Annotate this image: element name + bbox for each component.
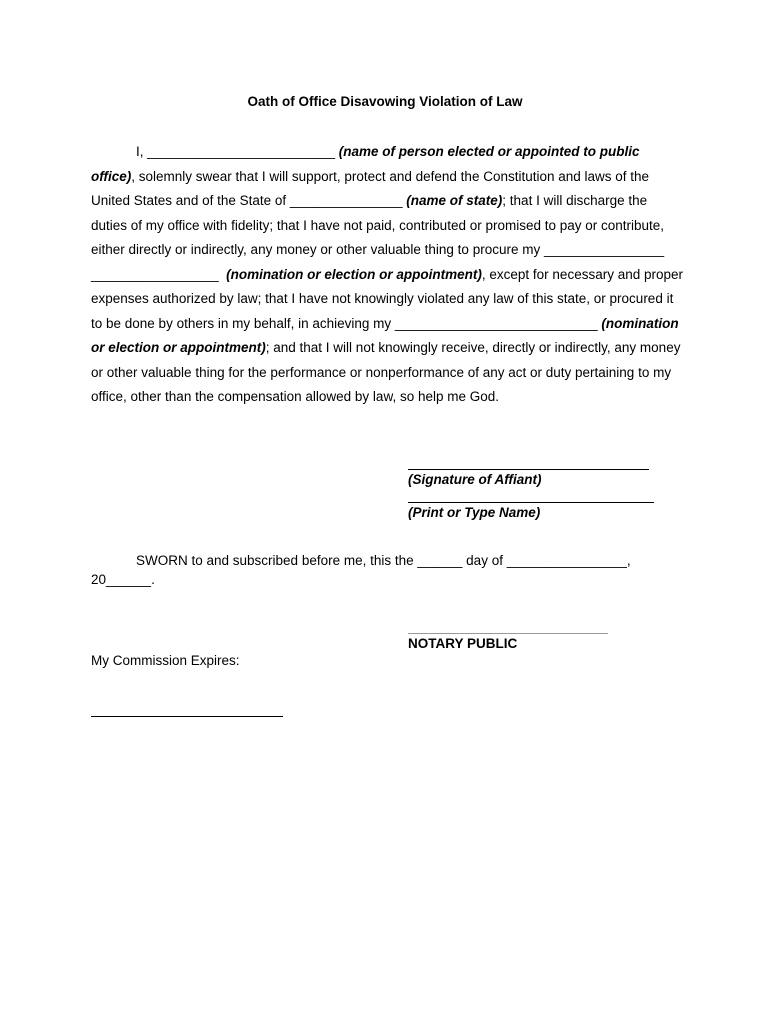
print-name-line xyxy=(408,502,654,503)
oath-text-3: ; that I will discharge the duties of my office with fidelity; that I have not paid, contributed or promised to pay or contribute, either directly or indirectly, any money or other valuable thing to procure my ________________ _________________ xyxy=(91,193,668,282)
commission-label: My Commission Expires: xyxy=(91,653,240,668)
oath-text-1: I, _________________________ xyxy=(136,144,339,159)
sworn-text: SWORN to and subscribed before me, this the ______ day of ________________, 20______. xyxy=(91,553,635,587)
signature-label: (Signature of Affiant) xyxy=(408,472,542,487)
document-title: Oath of Office Disavowing Violation of Law xyxy=(247,94,523,109)
signature-line xyxy=(408,469,649,470)
oath-paragraph xyxy=(91,140,687,410)
oath-text-4: , except for necessary and proper expenses authorized by law; that I have not knowingly violated any law of this state, or procured it to be done by others in my behalf, in achieving my ___________________________ xyxy=(91,266,687,331)
notary-signature-line xyxy=(408,633,608,634)
nomination-hint-1: (nomination or election or appointment) xyxy=(226,266,482,282)
oath-body xyxy=(91,140,687,410)
state-name-hint: (name of state) xyxy=(406,193,503,208)
oath-text-2: , solemnly swear that I will support, protect and defend the Constitution and laws of the United States and of the State of _______________ xyxy=(91,168,653,208)
nomination-hint-2: (nomination or election or appointment) xyxy=(91,315,683,355)
print-name-label: (Print or Type Name) xyxy=(408,505,541,520)
oath-text-5: ; and that I will not knowingly receive, directly or indirectly, any money or other valuable thing for the performance or nonperformance of any act or duty pertaining to my office, other than the compensation allowed by law, so help me God. xyxy=(91,340,685,404)
commission-date-line xyxy=(91,716,283,717)
sworn-statement xyxy=(91,551,683,589)
person-name-hint: (name of person elected or appointed to public office) xyxy=(91,144,644,184)
notary-label: NOTARY PUBLIC xyxy=(408,636,518,651)
